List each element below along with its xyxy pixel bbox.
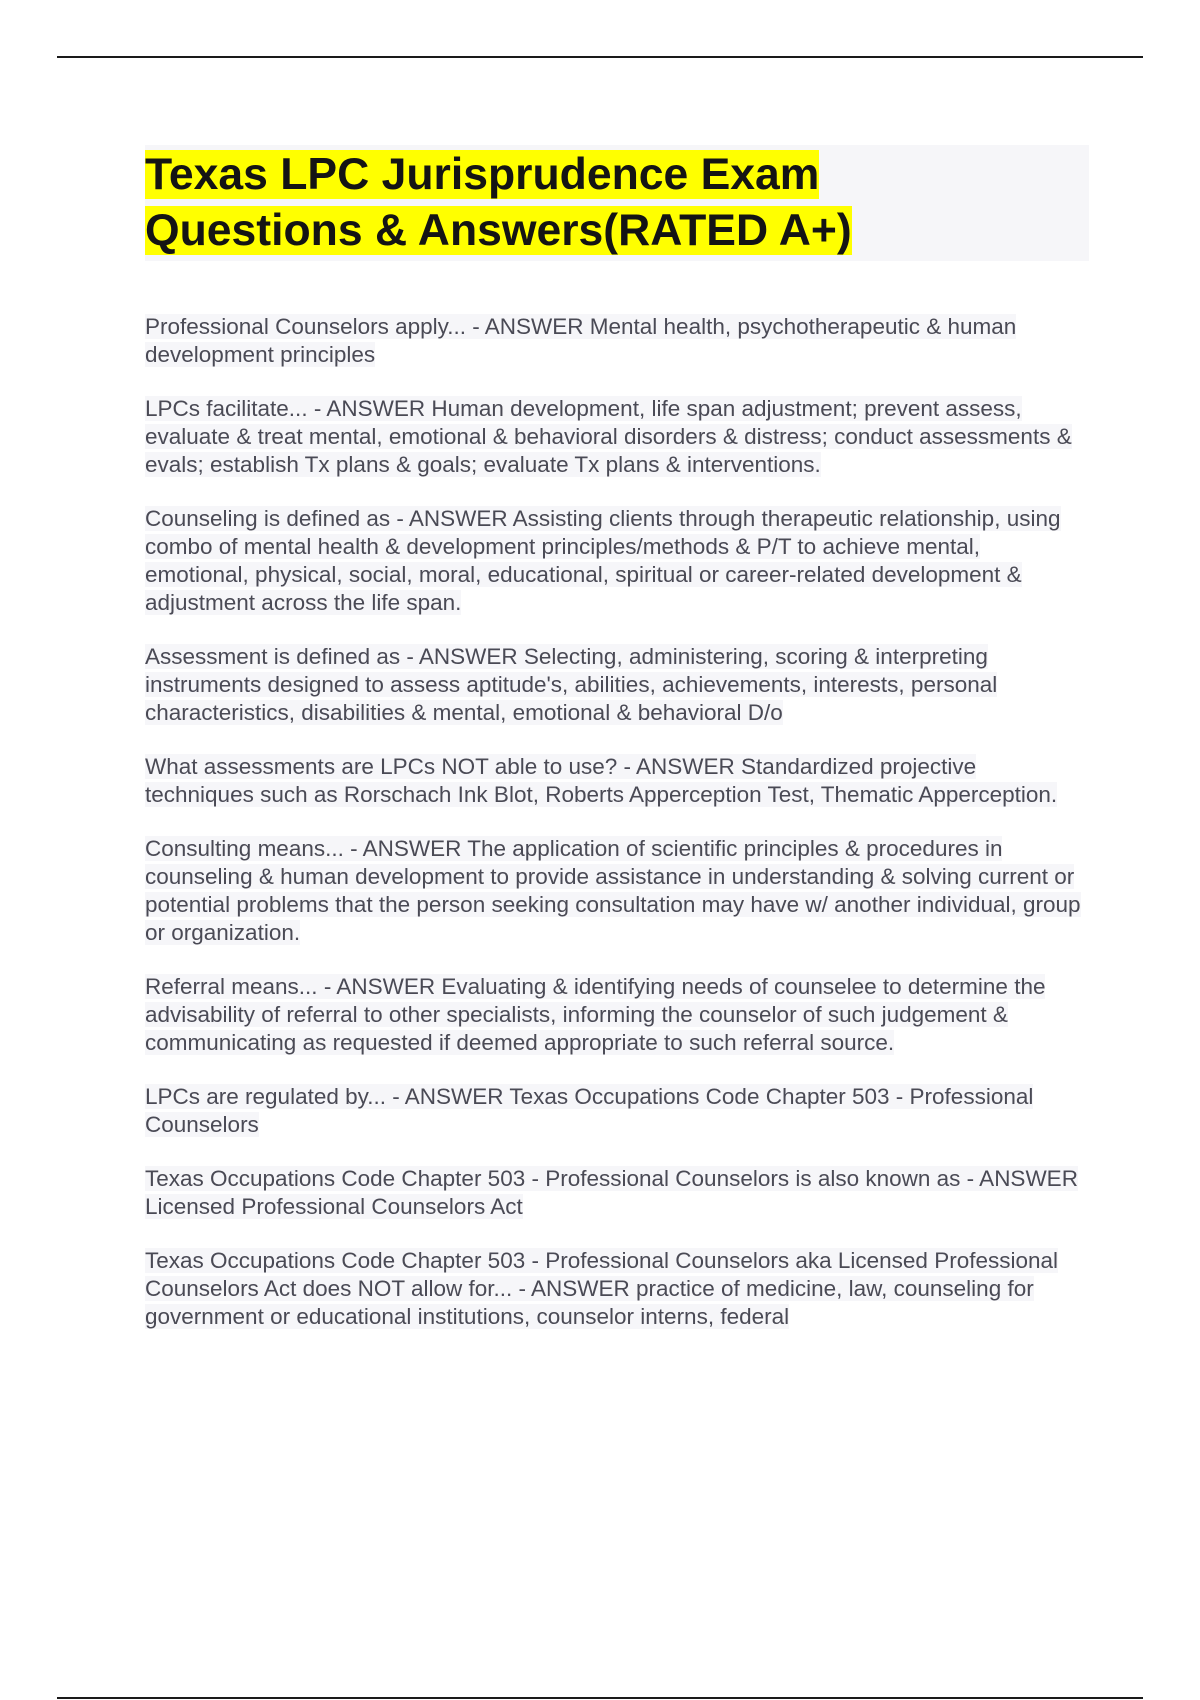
qa-item: LPCs are regulated by... - ANSWER Texas Occupations Code Chapter 503 - Professional Counselors xyxy=(145,1084,1034,1137)
qa-item: What assessments are LPCs NOT able to use? - ANSWER Standardized projective techniques such as Rorschach Ink Blot, Roberts Apperception Test, Thematic Apperception. xyxy=(145,754,1058,807)
page-title xyxy=(145,147,1089,259)
qa-list xyxy=(145,313,1090,1357)
qa-item: Referral means... - ANSWER Evaluating & identifying needs of counselee to determine the advisability of referral to other specialists, informing the counselor of such judgement & communicating as requested if deemed appropriate to such referral source. xyxy=(145,974,1046,1055)
title-line-2: Questions & Answers(RATED A+) xyxy=(145,206,852,255)
qa-item: Counseling is defined as - ANSWER Assisting clients through therapeutic relationship, using combo of mental health & development principles/methods & P/T to achieve mental, emotional, physical, social, moral, educational, spiritual or career-related development & adjustment across the life span. xyxy=(145,506,1061,615)
qa-item: Consulting means... - ANSWER The application of scientific principles & procedures in counseling & human development to provide assistance in understanding & solving current or potential problems that the person seeking consultation may have w/ another individual, group or organization. xyxy=(145,836,1081,945)
qa-item: Professional Counselors apply... - ANSWER Mental health, psychotherapeutic & human development principles xyxy=(145,314,1017,367)
qa-item: Texas Occupations Code Chapter 503 - Professional Counselors is also known as - ANSWER Licensed Professional Counselors Act xyxy=(145,1166,1078,1219)
qa-item: Assessment is defined as - ANSWER Selecting, administering, scoring & interpreting instruments designed to assess aptitude's, abilities, achievements, interests, personal characteristics, disabilities & mental, emotional & behavioral D/o xyxy=(145,644,998,725)
title-block xyxy=(145,145,1089,261)
qa-item: Texas Occupations Code Chapter 503 - Professional Counselors aka Licensed Professional Counselors Act does NOT allow for... - ANSWER practice of medicine, law, counseling for government or educational institutions, counselor interns, federal xyxy=(145,1248,1059,1329)
qa-item: LPCs facilitate... - ANSWER Human development, life span adjustment; prevent assess, evaluate & treat mental, emotional & behavioral disorders & distress; conduct assessments & evals; establish Tx plans & goals; evaluate Tx plans & interventions. xyxy=(145,396,1072,477)
bottom-rule xyxy=(57,1697,1143,1699)
top-rule xyxy=(57,56,1143,58)
title-line-1: Texas LPC Jurisprudence Exam xyxy=(145,150,820,199)
